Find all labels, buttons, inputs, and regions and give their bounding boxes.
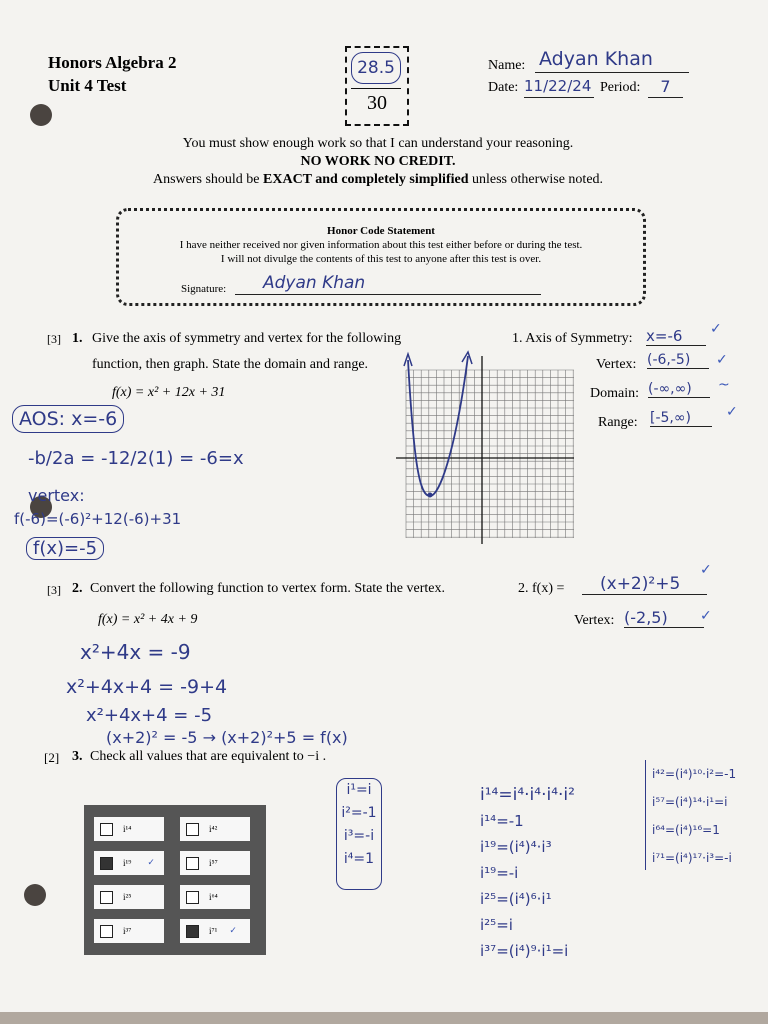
signature-label: Signature:	[181, 283, 227, 295]
q1-work-aos: AOS: x=-6	[12, 405, 124, 433]
q3-work-mid-2: i¹⁴=-1	[480, 812, 524, 830]
option-label-i37: i³⁷	[123, 926, 132, 936]
q3-work-right-2: i⁵⁷=(i⁴)¹⁴·i¹=i	[652, 795, 728, 809]
period-label: Period:	[600, 80, 641, 95]
name-field[interactable]: Adyan Khan	[535, 48, 689, 73]
q1-vertex-label: Vertex:	[596, 357, 637, 372]
option-i19-check-icon: ✓	[147, 858, 155, 868]
option-i19[interactable]	[94, 851, 164, 875]
q2-work-line-2: x²+4x+4 = -9+4	[66, 676, 228, 698]
q3-work-divider	[645, 760, 646, 870]
q2-answer-check-icon: ✓	[700, 562, 712, 578]
checkbox-i25[interactable]	[100, 891, 113, 904]
q1-work-result: f(x)=-5	[26, 537, 104, 560]
option-label-i14: i¹⁴	[123, 824, 132, 834]
checkbox-i64[interactable]	[186, 891, 199, 904]
instruction-line-2: NO WORK NO CREDIT.	[300, 154, 456, 169]
score-box	[345, 46, 409, 126]
q3-work-mid-4: i¹⁹=-i	[480, 864, 519, 882]
q2-vertex-answer[interactable]: (-2,5)	[624, 608, 704, 628]
q3-work-middle	[480, 782, 575, 964]
q1-vertex-answer[interactable]: (-6,-5)	[647, 352, 709, 369]
checkbox-i42[interactable]	[186, 823, 199, 836]
q3-box-work	[336, 778, 382, 890]
q1-vertex-check-icon: ✓	[716, 352, 728, 368]
q1-text-2: function, then graph. State the domain and range.	[92, 357, 369, 372]
instruction-line-1: You must show enough work so that I can understand your reasoning.	[182, 136, 574, 151]
unit-title: Unit 4 Test	[48, 76, 127, 95]
checkbox-i14[interactable]	[100, 823, 113, 836]
option-i37[interactable]	[94, 919, 164, 943]
q1-domain-label: Domain:	[590, 386, 639, 401]
q2-answer-label: 2. f(x) =	[518, 581, 565, 596]
q2-work-line-1: x²+4x = -9	[80, 640, 191, 664]
q1-range-check-icon: ✓	[726, 404, 738, 420]
q3-box-work-line-2: i²=-1	[341, 805, 377, 821]
q2-work-line-3: x²+4x+4 = -5	[86, 705, 213, 726]
q3-work-right-1: i⁴²=(i⁴)¹⁰·i²=-1	[652, 767, 737, 781]
option-i57[interactable]	[180, 851, 250, 875]
checkbox-i71[interactable]	[186, 925, 199, 938]
graph-vertex-point	[428, 493, 433, 498]
date-field[interactable]: 11/22/24	[524, 77, 594, 98]
option-label-i71: i⁷¹	[209, 926, 218, 936]
q3-box-work-line-1: i¹=i	[346, 782, 372, 798]
q1-range-label: Range:	[598, 415, 638, 430]
q3-work-mid-6: i²⁵=i	[480, 916, 513, 934]
q1-text-1: Give the axis of symmetry and vertex for the following	[92, 331, 402, 346]
q2-vertex-check-icon: ✓	[700, 608, 712, 624]
option-label-i25: i²⁵	[123, 892, 132, 902]
q1-points: [3]	[47, 332, 61, 346]
q3-work-right-4: i⁷¹=(i⁴)¹⁷·i³=-i	[652, 851, 732, 865]
q3-work-right	[652, 760, 736, 872]
honor-code-line-2: I will not divulge the contents of this test to anyone after this test is over.	[220, 253, 542, 265]
q3-number: 3.	[72, 749, 83, 764]
q1-function: f(x) = x² + 12x + 31	[112, 385, 226, 400]
q1-aos-answer[interactable]: x=-6	[646, 327, 706, 346]
instruction-line-3-b: EXACT and completely simplified	[263, 172, 469, 187]
q2-text: Convert the following function to vertex form. State the vertex.	[90, 581, 445, 596]
q1-number: 1.	[72, 331, 83, 346]
q3-work-mid-1: i¹⁴=i⁴·i⁴·i⁴·i²	[480, 785, 575, 805]
q3-work-mid-3: i¹⁹=(i⁴)⁴·i³	[480, 838, 552, 856]
q3-options-box	[84, 805, 266, 955]
date-label: Date:	[488, 80, 519, 95]
q1-graph[interactable]	[396, 348, 580, 544]
signature-field[interactable]: Adyan Khan	[235, 273, 541, 295]
option-label-i19: i¹⁹	[123, 858, 132, 868]
q1-aos-check-icon: ✓	[710, 321, 722, 337]
option-label-i64: i⁶⁴	[209, 892, 218, 902]
period-field[interactable]: 7	[648, 77, 683, 98]
option-i42[interactable]	[180, 817, 250, 841]
checkbox-i57[interactable]	[186, 857, 199, 870]
name-label: Name:	[488, 58, 526, 73]
course-title: Honors Algebra 2	[48, 53, 177, 72]
punch-hole-top	[30, 104, 52, 126]
honor-code-title: Honor Code Statement	[327, 225, 435, 237]
instructions	[100, 135, 656, 189]
q2-work-line-4: (x+2)² = -5 → (x+2)²+5 = f(x)	[106, 728, 348, 747]
background-edge	[0, 1012, 768, 1024]
q1-work-substitution: f(-6)=(-6)²+12(-6)+31	[14, 510, 182, 528]
graph-grid	[406, 370, 574, 538]
q3-text: Check all values that are equivalent to −i .	[90, 749, 327, 764]
q1-range-answer[interactable]: [-5,∞)	[650, 410, 712, 427]
q3-box-work-line-4: i⁴=1	[343, 851, 375, 867]
q2-function: f(x) = x² + 4x + 9	[98, 612, 198, 627]
option-i64[interactable]	[180, 885, 250, 909]
score-divider	[351, 88, 401, 89]
punch-hole-bottom	[24, 884, 46, 906]
option-i71-check-icon: ✓	[229, 926, 237, 936]
option-label-i42: i⁴²	[209, 824, 218, 834]
score-value: 28.5	[351, 52, 401, 84]
score-total: 30	[367, 92, 387, 114]
q2-number: 2.	[72, 581, 83, 596]
q3-work-mid-7: i³⁷=(i⁴)⁹·i¹=i	[480, 942, 569, 960]
checkbox-i37[interactable]	[100, 925, 113, 938]
instruction-line-3	[100, 171, 656, 189]
instruction-line-3-a: Answers should be	[152, 172, 264, 187]
q1-domain-answer[interactable]: (-∞,∞)	[648, 381, 710, 398]
q1-domain-check-icon: ~	[718, 377, 730, 393]
q1-work-formula: -b/2a = -12/2(1) = -6=x	[28, 448, 244, 469]
option-label-i57: i⁵⁷	[209, 858, 218, 868]
q3-box-work-line-3: i³=-i	[343, 828, 375, 844]
q2-answer[interactable]: (x+2)²+5	[582, 574, 707, 595]
option-i25[interactable]	[94, 885, 164, 909]
q3-points: [2]	[44, 750, 60, 765]
option-i71[interactable]	[180, 919, 250, 943]
instruction-line-3-c: unless otherwise noted.	[468, 172, 604, 187]
q3-work-right-3: i⁶⁴=(i⁴)¹⁶=1	[652, 823, 720, 837]
q3-work-mid-5: i²⁵=(i⁴)⁶·i¹	[480, 890, 552, 908]
q2-vertex-label: Vertex:	[574, 613, 615, 628]
q2-points: [3]	[47, 583, 61, 597]
honor-code-line-1: I have neither received nor given information about this test either before or during the test.	[179, 239, 583, 251]
q1-work-vertex-label: vertex:	[28, 486, 85, 505]
checkbox-i19[interactable]	[100, 857, 113, 870]
option-i14[interactable]	[94, 817, 164, 841]
q1-aos-label: 1. Axis of Symmetry:	[512, 331, 633, 346]
honor-code-box	[116, 208, 646, 306]
